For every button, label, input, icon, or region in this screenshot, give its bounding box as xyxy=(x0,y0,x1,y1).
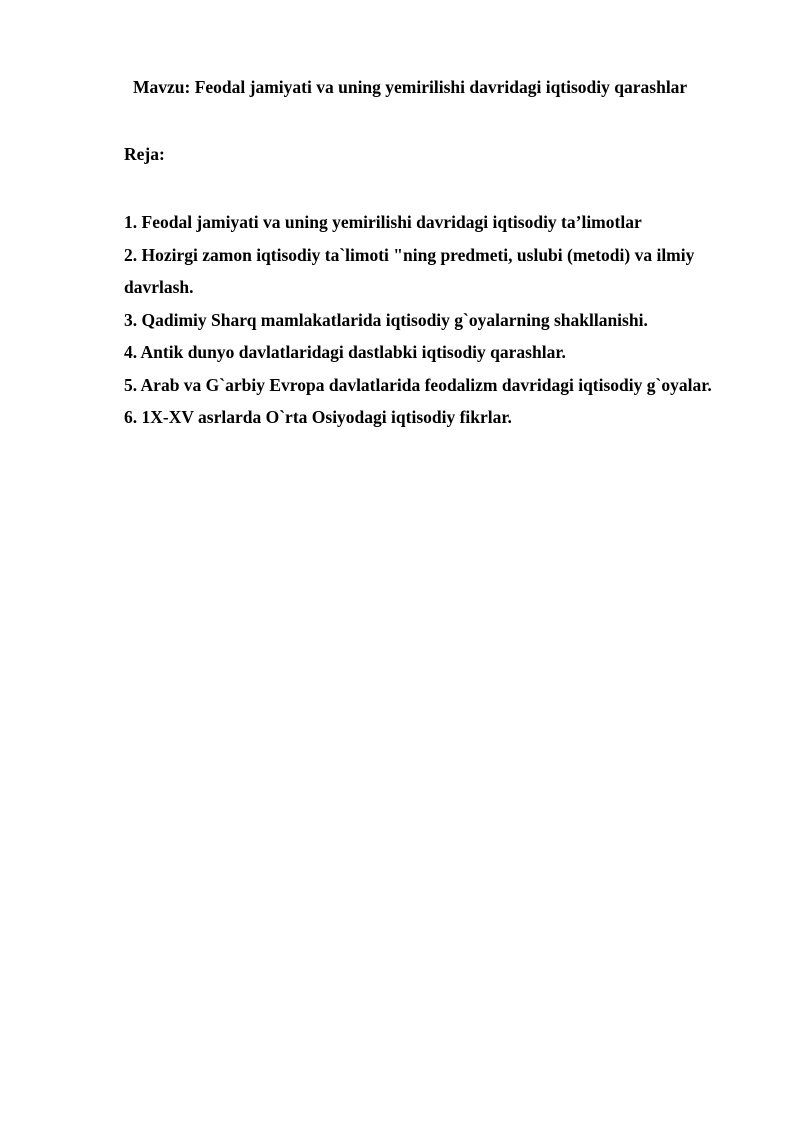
plan-item: 3. Qadimiy Sharq mamlakatlarida iqtisodiy g`oyalarning shakllanishi. xyxy=(124,309,648,330)
plan-heading: Reja: xyxy=(124,144,165,164)
plan-item: 6. 1X-XV asrlarda O`rta Osiyodagi iqtisodiy fikrlar. xyxy=(124,407,512,427)
plan-list xyxy=(124,206,724,434)
document-title: Mavzu: Feodal jamiyati va uning yemirilishi davridagi iqtisodiy qarashlar xyxy=(133,77,688,97)
plan-item: 4. Antik dunyo davlatlaridagi dastlabki iqtisodiy qarashlar. xyxy=(124,342,566,362)
plan-item: 1. Feodal jamiyati va uning yemirilishi davridagi iqtisodiy ta’limotlar xyxy=(124,212,642,232)
plan-item: 2. Hozirgi zamon iqtisodiy ta`limoti "ning predmeti, uslubi (metodi) va ilmiy davrlash. xyxy=(124,244,695,297)
plan-item: 5. Arab va G`arbiy Evropa davlatlarida feodalizm davridagi iqtisodiy g`oyalar. xyxy=(124,374,712,395)
